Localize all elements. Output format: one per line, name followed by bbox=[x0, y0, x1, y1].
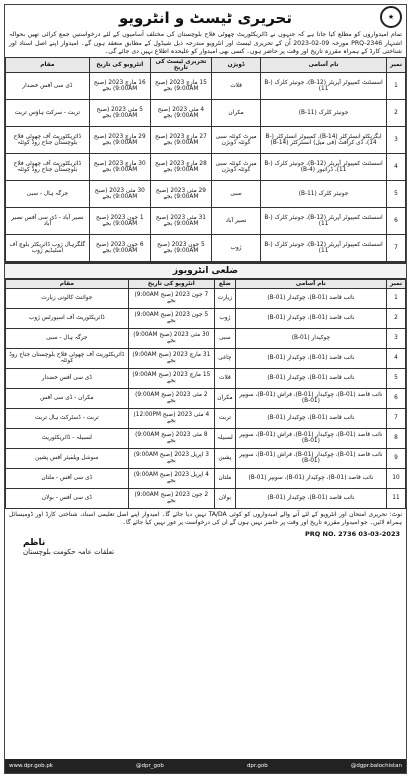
row-interview-date: 29 مارچ 2023 (صبح 9:00AM) بجے bbox=[89, 126, 150, 153]
table-row bbox=[6, 448, 406, 468]
row-test-date: 4 مئی 2023 (صبح 9:00AM) بجے bbox=[150, 99, 211, 126]
row-venue: نصیر آباد - ڈی سی آفس نصیر آباد bbox=[6, 207, 90, 234]
row-interview-date: 16 مارچ 2023 (صبح 9:00AM) بجے bbox=[89, 72, 150, 99]
row-venue: لسبیلہ - ڈائریکٹوریٹ bbox=[6, 428, 129, 448]
row-post: اسسٹنٹ کمپیوٹر آپریٹر (B-12)، جونیئر کلرک (B-11)، ڈرائیور (B-4) bbox=[261, 153, 387, 180]
test-schedule-table bbox=[5, 57, 406, 262]
row-post: نائب قاصد (B-01)، چوکیدار (B-01)، فراش (B-01)، سویپر (B-01) bbox=[235, 428, 386, 448]
website-link[interactable]: www.dpr.gob.pk bbox=[9, 763, 53, 769]
district-interview-table bbox=[5, 279, 406, 509]
row-post: نائب قاصد (B-01)، چوکیدار (B-01) bbox=[235, 348, 386, 368]
header-interview-date: انٹرویو کی تاریخ bbox=[89, 57, 150, 72]
row-division: ژوب bbox=[211, 234, 260, 261]
row-no: 3 bbox=[387, 328, 406, 348]
row-venue: ڈائریکٹوریٹ آف چھوٹی فلاح بلوچستان جناح روڈ کوئٹہ bbox=[6, 126, 90, 153]
table-row bbox=[6, 408, 406, 428]
header-post: نام آسامی bbox=[235, 279, 386, 288]
header-no: نمبر bbox=[387, 57, 406, 72]
table-row bbox=[6, 468, 406, 488]
row-no: 4 bbox=[387, 153, 406, 180]
row-district: ژوب bbox=[215, 308, 236, 328]
signature-block bbox=[5, 539, 406, 557]
header-division: ڈویژن bbox=[211, 57, 260, 72]
table-row bbox=[6, 368, 406, 388]
header-test-date: تحریری ٹیسٹ کی تاریخ bbox=[150, 57, 211, 72]
row-post: جونیئر کلرک (B-11) bbox=[261, 180, 387, 207]
note-paragraph: نوٹ: تحریری امتحان اور انٹرویو کے لئے آنے والے امیدواروں کو کوئی TA/DA نہیں دیا جائے گا۔ امیدوار اپنے اصل تعلیمی اسناد، شناختی کارڈ اور ڈومیسائل ہمراہ لائیں۔ جو امیدوار مقررہ تاریخ اور وقت پر حاضر نہیں ہوں گے ان کی درخواست پر غور نہیں کیا جائے گا۔ bbox=[9, 510, 403, 526]
row-division: سبی bbox=[211, 180, 260, 207]
header-post: نام آسامی bbox=[261, 57, 387, 72]
row-post: اسسٹنٹ کمپیوٹر آپریٹر (B-12)، جونیئر کلرک (B-11) bbox=[261, 234, 387, 261]
row-division: مکران bbox=[211, 99, 260, 126]
row-date: 30 مئی 2023 (صبح 9:00AM) بجے bbox=[128, 328, 214, 348]
row-no: 8 bbox=[387, 428, 406, 448]
table-row bbox=[6, 348, 406, 368]
government-seal-icon: ★ bbox=[380, 6, 402, 28]
footer-bar bbox=[5, 759, 406, 773]
district-interviews-heading: ضلعی انٹرویوز bbox=[5, 262, 406, 279]
row-no: 7 bbox=[387, 234, 406, 261]
row-no: 3 bbox=[387, 126, 406, 153]
row-district: بولان bbox=[215, 488, 236, 508]
row-post: اسسٹنٹ کمپیوٹر آپریٹر (B-12)، جونیئر کلرک (B-11) bbox=[261, 72, 387, 99]
row-no: 9 bbox=[387, 448, 406, 468]
row-district: ملتان bbox=[215, 468, 236, 488]
signatory-title: ناظم bbox=[23, 537, 46, 548]
row-venue: ڈی سی آفس خضدار bbox=[6, 368, 129, 388]
row-district: چاغی bbox=[215, 348, 236, 368]
row-date: 15 مارچ 2023 (صبح 9:00AM) بجے bbox=[128, 368, 214, 388]
table-row bbox=[6, 288, 406, 308]
row-no: 6 bbox=[387, 388, 406, 408]
row-no: 6 bbox=[387, 207, 406, 234]
row-date: 2 جون 2023 (صبح 9:00AM) بجے bbox=[128, 488, 214, 508]
row-date: 7 جون 2023 (صبح 9:00AM) بجے bbox=[128, 288, 214, 308]
row-test-date: 27 مارچ 2023 (صبح 9:00AM) بجے bbox=[150, 126, 211, 153]
intro-paragraph: تمام امیدواروں کو مطلع کیا جاتا ہے کہ جنہوں نے ڈائریکٹوریٹ چھوٹی فلاح بلوچستان کی مختلف آسامیوں کے لئے درخواستیں جمع کرائی تھیں بحوالہ اشتہار PRQ-2346 مورخہ 09-02-2023 اُن کے تحریری ٹیسٹ اور انٹرویو مندرجہ ذیل شیڈول کے مطابق منعقد ہوں گے۔ امیدوار اپنے اصل اسناد اور شناختی کارڈ کے ہمراہ مقررہ تاریخ اور وقت پر حاضر ہوں۔ کسی بھی امیدوار کو علیحدہ اطلاع نہیں دی جائے گی۔ bbox=[9, 31, 402, 56]
row-date: 5 جون 2023 (صبح 9:00AM) بجے bbox=[128, 308, 214, 328]
table-row bbox=[6, 99, 406, 126]
row-date: 31 مارچ 2023 (صبح 9:00AM) بجے bbox=[128, 348, 214, 368]
row-venue: ڈائریکٹوریٹ آف چھوٹی فلاح بلوچستان جناح روڈ کوئٹہ bbox=[6, 348, 129, 368]
row-post: نائب قاصد (B-01)، چوکیدار (B-01)، فراش (B-01)، سویپر (B-01) bbox=[235, 388, 386, 408]
row-venue: ڈائریکٹوریٹ آف اسپورٹس ژوب bbox=[6, 308, 129, 328]
row-division: قلات bbox=[211, 72, 260, 99]
table-header-row bbox=[6, 279, 406, 288]
row-no: 1 bbox=[387, 288, 406, 308]
row-venue: ڈائریکٹوریٹ آف چھوٹی فلاح بلوچستان جناح روڈ کوئٹہ bbox=[6, 153, 90, 180]
row-venue: جوائنٹ کالونی زیارت bbox=[6, 288, 129, 308]
row-division: میرٹ کوئٹہ سبی کوئٹہ ڈویژن bbox=[211, 126, 260, 153]
row-date: 8 مئی 2023 (صبح 9:00AM) بجے bbox=[128, 428, 214, 448]
row-test-date: 31 مئی 2023 (صبح 9:00AM) بجے bbox=[150, 207, 211, 234]
page-title: تحریری ٹیسٹ و انٹرویو bbox=[119, 9, 292, 27]
row-no: 5 bbox=[387, 180, 406, 207]
row-post: نائب قاصد (B-01)، چوکیدار (B-01) bbox=[235, 488, 386, 508]
header-district: ضلع bbox=[215, 279, 236, 288]
row-district: لسبیلہ bbox=[215, 428, 236, 448]
row-venue: مکران - ڈی سی آفس bbox=[6, 388, 129, 408]
table-row bbox=[6, 308, 406, 328]
row-no: 2 bbox=[387, 308, 406, 328]
row-date: 4 اپریل 2023 (صبح 9:00AM) بجے bbox=[128, 468, 214, 488]
row-post: نائب قاصد (B-01)، چوکیدار (B-01) bbox=[235, 308, 386, 328]
row-test-date: 28 مارچ 2023 (صبح 9:00AM) بجے bbox=[150, 153, 211, 180]
row-interview-date: 1 جون 2023 (صبح 9:00AM) بجے bbox=[89, 207, 150, 234]
row-date: 3 اپریل 2023 (صبح 9:00AM) بجے bbox=[128, 448, 214, 468]
signatory-org: تعلقات عامہ حکومت بلوچستان bbox=[23, 547, 115, 556]
table-row bbox=[6, 153, 406, 180]
row-date: 4 مئی 2023 (صبح 12:00PM) بجے bbox=[128, 408, 214, 428]
table-header-row bbox=[6, 57, 406, 72]
facebook-handle[interactable]: @dgpr.balochistan bbox=[350, 763, 402, 769]
row-venue: ڈی سی آفس - بولان bbox=[6, 488, 129, 508]
row-division: نصیر آباد bbox=[211, 207, 260, 234]
table-row bbox=[6, 180, 406, 207]
row-venue: جرگہ ہال - سبی bbox=[6, 180, 90, 207]
header bbox=[5, 5, 406, 31]
twitter-handle[interactable]: @dpr_gob bbox=[136, 763, 164, 769]
row-no: 11 bbox=[387, 488, 406, 508]
row-district: قلات bbox=[215, 368, 236, 388]
row-venue: تربت - سرکٹ ہاؤس تربت bbox=[6, 99, 90, 126]
row-venue: جرگہ ہال - سبی bbox=[6, 328, 129, 348]
row-venue: سوشل ویلفیئر آفس پشین bbox=[6, 448, 129, 468]
row-test-date: 5 جون 2023 (صبح 9:00AM) بجے bbox=[150, 234, 211, 261]
row-interview-date: 5 مئی 2023 (صبح 9:00AM) بجے bbox=[89, 99, 150, 126]
row-no: 7 bbox=[387, 408, 406, 428]
advertisement-page bbox=[4, 4, 407, 774]
row-district: تربت bbox=[215, 408, 236, 428]
table-row bbox=[6, 207, 406, 234]
table-row bbox=[6, 72, 406, 99]
header-venue: مقام bbox=[6, 279, 129, 288]
row-interview-date: 30 مارچ 2023 (صبح 9:00AM) بجے bbox=[89, 153, 150, 180]
table-row bbox=[6, 126, 406, 153]
table-row bbox=[6, 388, 406, 408]
row-post: نائب قاصد (B-01)، چوکیدار (B-01) bbox=[235, 368, 386, 388]
row-no: 10 bbox=[387, 468, 406, 488]
row-interview-date: 6 جون 2023 (صبح 9:00AM) بجے bbox=[89, 234, 150, 261]
row-venue: ڈی سی آفس خضدار bbox=[6, 72, 90, 99]
row-interview-date: 30 مئی 2023 (صبح 9:00AM) بجے bbox=[89, 180, 150, 207]
row-post: نائب قاصد (B-01)، چوکیدار (B-01)، سویپر (B-01) bbox=[235, 468, 386, 488]
row-venue: ڈی سی آفس - ملتان bbox=[6, 468, 129, 488]
row-test-date: 29 مئی 2023 (صبح 9:00AM) بجے bbox=[150, 180, 211, 207]
row-district: زیارت bbox=[215, 288, 236, 308]
header-no: نمبر bbox=[387, 279, 406, 288]
row-no: 5 bbox=[387, 368, 406, 388]
row-post: نائب قاصد (B-01)، چوکیدار (B-01) bbox=[235, 408, 386, 428]
row-post: نائب قاصد (B-01)، چوکیدار (B-01) bbox=[235, 288, 386, 308]
row-test-date: 15 مارچ 2023 (صبح 9:00AM) بجے bbox=[150, 72, 211, 99]
row-venue: تربت - ڈسٹرکٹ ہال تربت bbox=[6, 408, 129, 428]
row-post: اسسٹنٹ کمپیوٹر آپریٹر (B-12)، جونیئر کلرک (B-11) bbox=[261, 207, 387, 234]
row-district: پشین bbox=[215, 448, 236, 468]
table-row bbox=[6, 328, 406, 348]
row-no: 4 bbox=[387, 348, 406, 368]
row-district: سبی bbox=[215, 328, 236, 348]
table-row bbox=[6, 234, 406, 261]
prq-number: PRQ NO. 2736 03-03-2023 bbox=[304, 529, 400, 538]
table-row bbox=[6, 428, 406, 448]
row-no: 2 bbox=[387, 99, 406, 126]
row-venue: گلگرہال ژوب ڈائریکٹر بلوچ آف اسٹیڈیم ژوب bbox=[6, 234, 90, 261]
row-date: 2 مئی 2023 (صبح 9:00AM) بجے bbox=[128, 388, 214, 408]
instagram-handle[interactable]: dpr.gob bbox=[246, 763, 268, 769]
row-post: چوکیدار (B-01) bbox=[235, 328, 386, 348]
header-venue: مقام bbox=[6, 57, 90, 72]
table-row bbox=[6, 488, 406, 508]
row-no: 1 bbox=[387, 72, 406, 99]
row-post: جونیئر کلرک (B-11) bbox=[261, 99, 387, 126]
row-post: نائب قاصد (B-01)، چوکیدار (B-01)، فراش (B-01)، سویپر (B-01) bbox=[235, 448, 386, 468]
row-post: ایگزیکٹو انسٹرکٹر (B-14)، کمپیوٹر انسٹرکٹر (B-14)، ڈی کرافٹ (فی میل) انسٹرکٹر (B-14) bbox=[261, 126, 387, 153]
row-division: میرٹ کوئٹہ سبی کوئٹہ ڈویژن bbox=[211, 153, 260, 180]
row-district: مکران bbox=[215, 388, 236, 408]
header-interview-date: انٹرویو کی تاریخ bbox=[128, 279, 214, 288]
